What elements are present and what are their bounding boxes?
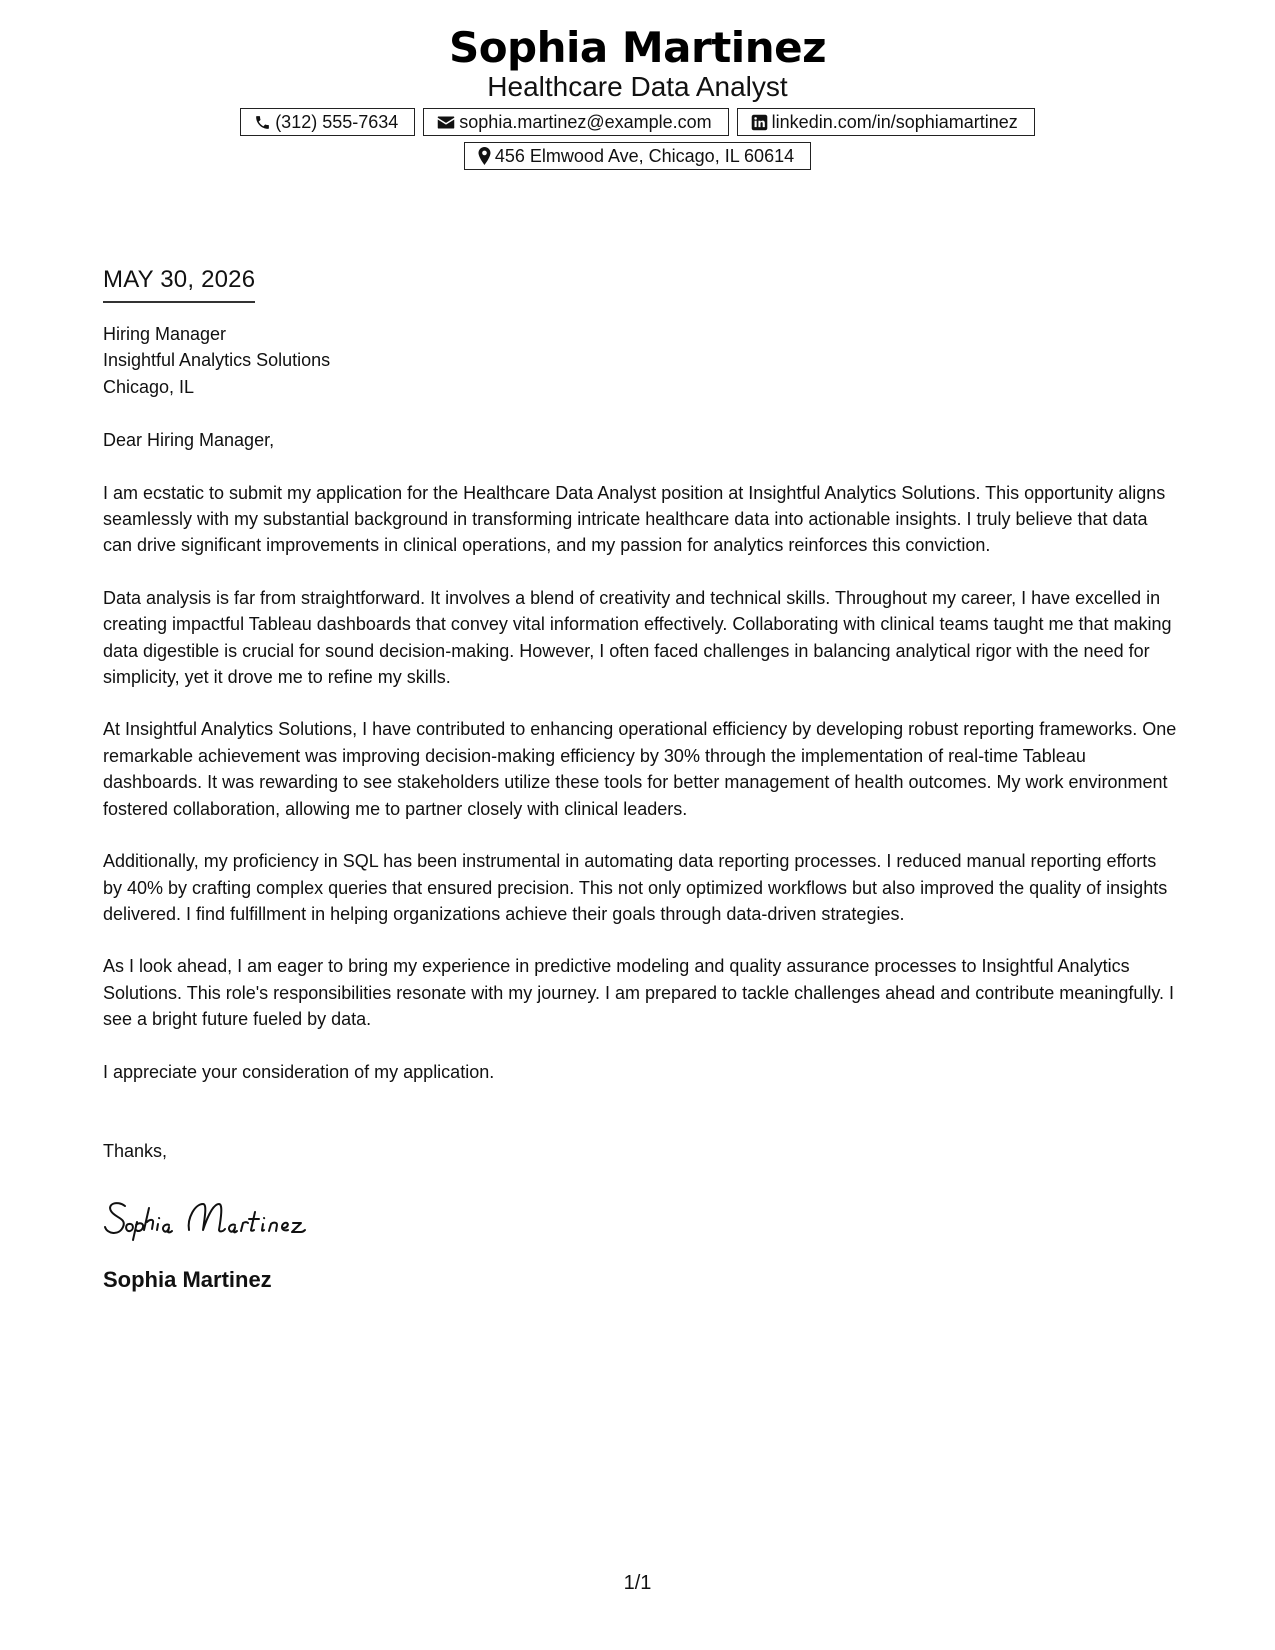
contact-row bbox=[0, 108, 1275, 136]
applicant-name: Sophia Martinez bbox=[448, 23, 827, 72]
address-contact[interactable] bbox=[464, 142, 811, 170]
phone-contact[interactable] bbox=[240, 108, 415, 136]
envelope-icon bbox=[437, 115, 455, 130]
phone-icon bbox=[254, 114, 271, 131]
letter-header bbox=[0, 22, 1275, 170]
address-row bbox=[0, 142, 1275, 170]
signature-image bbox=[103, 1194, 363, 1244]
body-paragraph: As I look ahead, I am eager to bring my experience in predictive modeling and quality assurance processes to Insightful Analytics Solutions. This role's responsibilities resonate with my journey. I am prepared to tackle challenges ahead and contribute meaningfully. I see a bright future fueled by data. bbox=[103, 956, 1175, 1030]
body-paragraph: Additionally, my proficiency in SQL has been instrumental in automating data reporting processes. I reduced manual reporting efforts by 40% by crafting complex queries that ensured precision. This not only optimized workflows but also improved the quality of insights delivered. I find fulfillment in helping organizations achieve their goals through data-driven strategies. bbox=[103, 851, 1168, 924]
recipient-block bbox=[103, 321, 1178, 400]
linkedin-text: linkedin.com/in/sophiamartinez bbox=[771, 112, 1018, 132]
linkedin-contact[interactable] bbox=[737, 108, 1035, 136]
applicant-title: Healthcare Data Analyst bbox=[487, 71, 788, 102]
email-contact[interactable] bbox=[423, 108, 728, 136]
recipient-name: Hiring Manager bbox=[103, 324, 227, 344]
map-pin-icon bbox=[478, 147, 491, 165]
linkedin-icon bbox=[751, 114, 768, 131]
letter-date: MAY 30, 2026 bbox=[103, 266, 256, 293]
signer-name: Sophia Martinez bbox=[103, 1267, 272, 1293]
body-paragraph: I am ecstatic to submit my application for the Healthcare Data Analyst position at Insightful Analytics Solutions. This opportunity aligns seamlessly with my substantial background in transforming intricate healthcare data into actionable insights. I truly believe that data can drive significant improvements in clinical operations, and my passion for analytics reinforces this conviction. bbox=[103, 482, 1166, 556]
page-number: 1/1 bbox=[623, 1572, 652, 1594]
body-paragraph: At Insightful Analytics Solutions, I have contributed to enhancing operational efficiency by developing robust reporting frameworks. One remarkable achievement was improving decision-making efficiency by 30% through the implementation of real-time Tableau dashboards. It was rewarding to see stakeholders utilize these tools for better management of health outcomes. My work environment fostered collaboration, allowing me to partner closely with clinical leaders. bbox=[103, 719, 1177, 819]
handwritten-signature bbox=[103, 1194, 1178, 1244]
body-paragraph: Data analysis is far from straightforward. It involves a blend of creativity and technical skills. Throughout my career, I have excelled in creating impactful Tableau dashboards that convey vital information effectively. Collaborating with clinical teams taught me that making data digestible is crucial for sound decision-making. However, I often faced challenges in balancing analytical rigor with the need for simplicity, yet it drove me to refine my skills. bbox=[103, 587, 1172, 688]
body-paragraph: I appreciate your consideration of my application. bbox=[103, 1061, 495, 1082]
address-text: 456 Elmwood Ave, Chicago, IL 60614 bbox=[494, 146, 795, 166]
closing: Thanks, bbox=[103, 1140, 168, 1161]
salutation: Dear Hiring Manager, bbox=[103, 430, 275, 451]
recipient-company: Insightful Analytics Solutions bbox=[103, 350, 331, 371]
letter-body bbox=[103, 265, 1178, 1294]
phone-text: (312) 555-7634 bbox=[275, 112, 399, 132]
date-block bbox=[103, 265, 255, 303]
recipient-location: Chicago, IL bbox=[103, 376, 195, 397]
email-text: sophia.martinez@example.com bbox=[459, 112, 712, 132]
